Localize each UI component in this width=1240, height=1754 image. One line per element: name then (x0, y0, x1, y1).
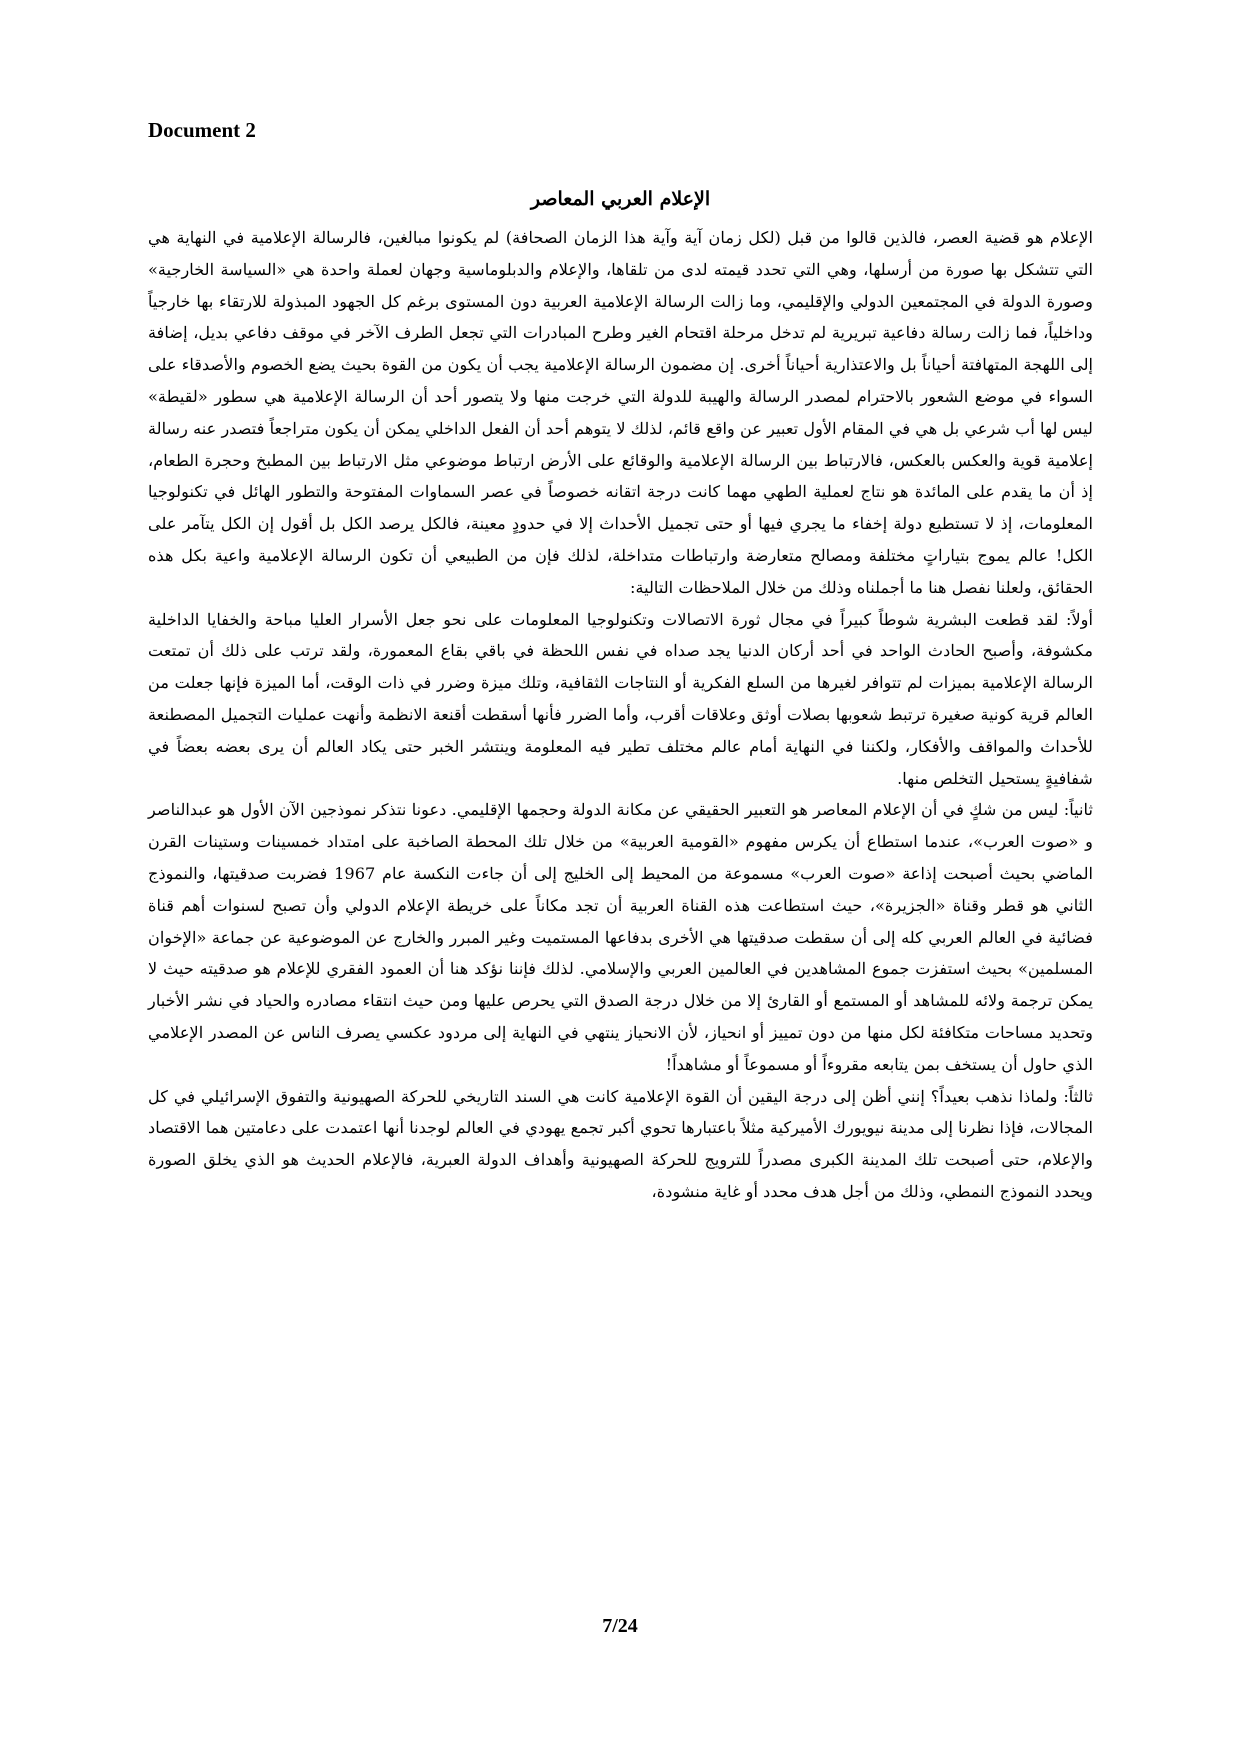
paragraph-first-point: أولاً: لقد قطعت البشرية شوطاً كبيراً في مجال ثورة الاتصالات وتكنولوجيا المعلومات على نحو جعل الأسرار العليا مباحة والخفايا الداخلية مكشوفة، وأصبح الحادث الواحد في أحد أركان الدنيا يجد صداه في نفس اللحظة في باقي بقاع المعمورة، ولقد ترتب على ذلك أن تمتعت الرسالة الإعلامية بميزات لم تتوافر لغيرها من السلع الفكرية أو النتاجات الثقافية، وتلك ميزة وضرر في ذات الوقت، أما الميزة فإنها جعلت من العالم قرية كونية صغيرة ترتبط شعوبها بصلات أوثق وعلاقات أقرب، وأما الضرر فأنها أسقطت أقنعة الانظمة وأنهت عمليات التجميل المصطنعة للأحداث والمواقف والأفكار، ولكننا في النهاية أمام عالم مختلف تطير فيه المعلومة وينتشر الخبر حتى يكاد العالم أن يرى بعضه بعضاً في شفافيةٍ يستحيل التخلص منها. (148, 609, 1093, 788)
document-label: Document 2 (148, 118, 256, 142)
paragraph-intro: الإعلام هو قضية العصر، فالذين قالوا من قبل (لكل زمان آية وآية هذا الزمان الصحافة) لم يكونوا مبالغين، فالرسالة الإعلامية في النهاية هي التي تتشكل بها صورة من أرسلها، وهي التي تحدد قيمته لدى من تلقاها، والإعلام والدبلوماسية وجهان لعملة واحدة هي «السياسة الخارجية» وصورة الدولة في المجتمعين الدولي والإقليمي، وما زالت الرسالة الإعلامية العربية دون المستوى برغم كل الجهود المبذولة للارتقاء بها خارجياً وداخلياً، فما زالت رسالة دفاعية تبريرية لم تدخل مرحلة اقتحام الغير وطرح المبادرات التي تجعل الطرف الآخر في موقف دفاعي بديل، إضافة إلى اللهجة المتهافتة أحياناً بل والاعتذارية أحياناً أخرى. إن مضمون الرسالة الإعلامية يجب أن يكون من القوة بحيث يضع الخصوم والأصدقاء على السواء في موضع الشعور بالاحترام لمصدر الرسالة والهيبة للدولة التي خرجت منها ولا يتصور أحد أن الرسالة الإعلامية هي سطور «لقيطة» ليس لها أب شرعي بل هي في المقام الأول تعبير عن واقع قائم، لذلك لا يتوهم أحد أن الفعل الداخلي يمكن أن يكون متراجعاً فتصدر عنه رسالة إعلامية قوية والعكس بالعكس، فالارتباط بين الرسالة الإعلامية والوقائع على الأرض ارتباط موضوعي مثل الارتباط بين المطبخ وحجرة الطعام، إذ أن ما يقدم على المائدة هو نتاج لعملية الطهي مهما كانت درجة اتقانه خصوصاً في عصر السماوات المفتوحة والتطور الهائل في تكنولوجيا المعلومات، إذ لا تستطيع دولة إخفاء ما يجري فيها أو حتى تجميل الأحداث إلا في حدودٍ معينة، فالكل يرصد الكل بل أقول إن الكل يتآمر على الكل! عالم يموج بتياراتٍ مختلفة ومصالح متعارضة وارتباطات متداخلة، لذلك فإن من الطبيعي أن تكون الرسالة الإعلامية واعية بكل هذه الحقائق، ولعلنا نفصل هنا ما أجملناه وذلك من خلال الملاحظات التالية: (148, 228, 1093, 597)
article-body (148, 222, 1093, 1208)
page-number: 7/24 (602, 1615, 638, 1637)
article-title: الإعلام العربي المعاصر (530, 188, 711, 210)
paragraph-third-point: ثالثاً: ولماذا نذهب بعيداً؟ إنني أظن إلى درجة اليقين أن القوة الإعلامية كانت هي السند التاريخي للحركة الصهيونية والتفوق الإسرائيلي في كل المجالات، فإذا نظرنا إلى مدينة نيويورك الأميركية مثلاً باعتبارها تحوي أكبر تجمع يهودي في العالم لوجدنا أنها اعتمدت على دعامتين هما الاقتصاد والإعلام، حتى أصبحت تلك المدينة الكبرى مصدراً للترويج للحركة الصهيونية وأهداف الدولة العبرية، فالإعلام الحديث هو الذي يخلق الصورة ويحدد النموذج النمطي، وذلك من أجل هدف محدد أو غاية منشودة، (148, 1086, 1093, 1201)
paragraph-second-point: ثانياً: ليس من شكٍ في أن الإعلام المعاصر هو التعبير الحقيقي عن مكانة الدولة وحجمها الإقليمي. دعونا نتذكر نموذجين الآن الأول هو عبدالناصر و «صوت العرب»، عندما استطاع أن يكرس مفهوم «القومية العربية» من خلال تلك المحطة الصاخبة على امتداد خمسينات وستينات القرن الماضي بحيث أصبحت إذاعة «صوت العرب» مسموعة من المحيط إلى الخليج إلى أن جاءت النكسة عام 1967 فضربت صدقيتها، والنموذج الثاني هو قطر وقناة «الجزيرة»، حيث استطاعت هذه القناة العربية أن تجد مكاناً على خريطة الإعلام الدولي وأن تصبح لسنوات أهم قناة فضائية في العالم العربي كله إلى أن سقطت صدقيتها هي الأخرى بدفاعها المستميت وغير المبرر والخارج عن الموضوعية عن جماعة «الإخوان المسلمين» بحيث استفزت جموع المشاهدين في العالمين العربي والإسلامي. لذلك فإننا نؤكد هنا أن العمود الفقري للإعلام هو صدقيته حيث لا يمكن ترجمة ولائه للمشاهد أو المستمع أو القارئ إلا من خلال درجة الصدق التي يحرص عليها ومن حيث انتقاء مصادره والحياد في نشر الأخبار وتحديد مساحات متكافئة لكل منها من دون تمييز أو انحياز، لأن الانحياز ينتهي في النهاية إلى مردود عكسي يصرف الناس عن المصدر الإعلامي الذي حاول أن يستخف بمن يتابعه مقروءاً أو مسموعاً أو مشاهداً! (148, 800, 1093, 1074)
